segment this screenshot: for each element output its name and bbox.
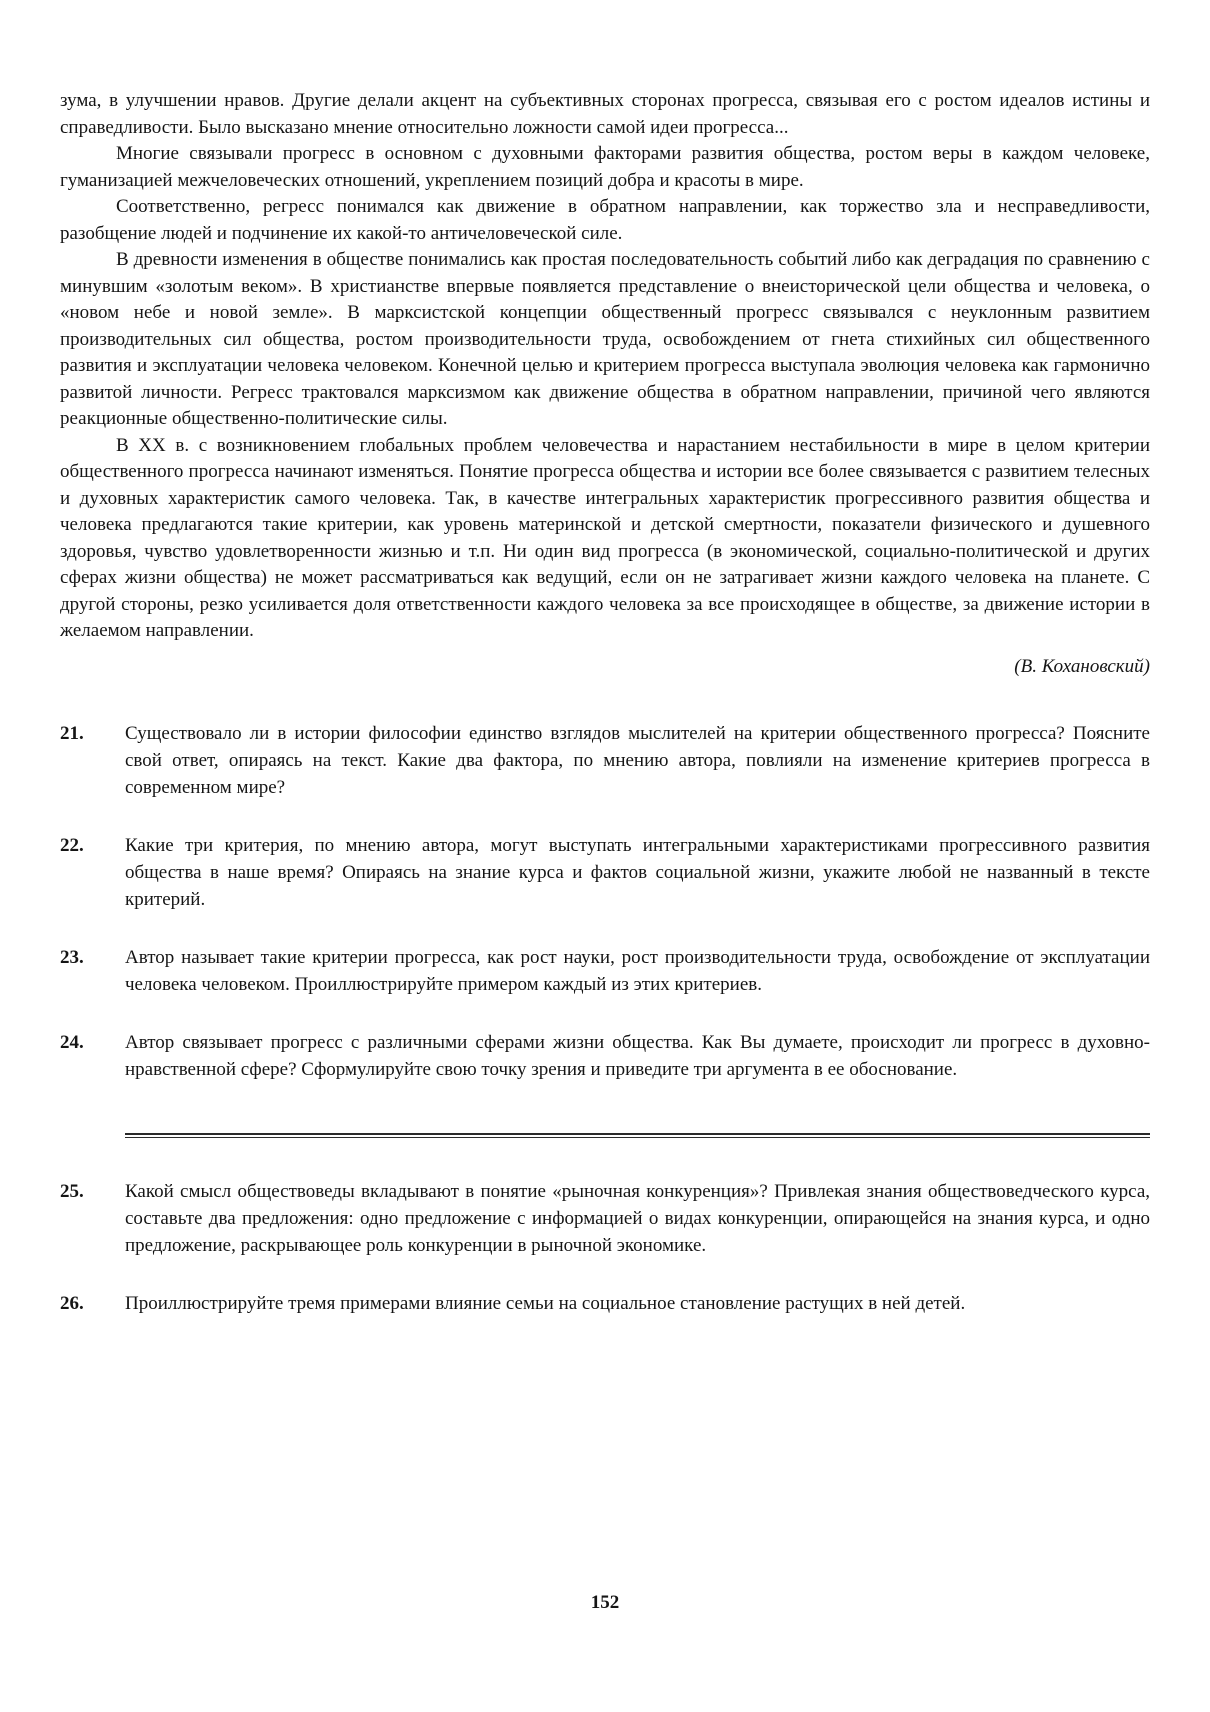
section-divider (125, 1133, 1150, 1138)
question-text: Автор называет такие критерии прогресса, как рост науки, рост производительности труда, освобождение от эксплуатации человека человеком. Проиллюстрируйте примером каждый из этих критериев. (125, 946, 1150, 995)
question-text: Автор связывает прогресс с различными сферами жизни общества. Как Вы думаете, происходит ли прогресс в духовно-нравственной сфере? Сформулируйте свою точку зрения и приведите три аргумента в ее обоснование. (125, 1031, 1150, 1080)
question-number: 23. (60, 946, 84, 968)
question-text: Какие три критерия, по мнению автора, могут выступать интегральными характеристиками прогрессивного развития общества в наше время? Опираясь на знание курса и фактов социальной жизни, укажите любой не названный в тексте критерий. (125, 834, 1150, 910)
question-24 (60, 1029, 1150, 1083)
questions-section-2 (60, 1178, 1150, 1317)
question-number: 21. (60, 722, 84, 744)
question-22 (60, 832, 1150, 913)
paragraph-2: Многие связывали прогресс в основном с духовными факторами развития общества, ростом веры в каждом человеке, гуманизацией межчеловеческих отношений, укреплением позиций добра и красоты в мире. (60, 143, 1150, 191)
question-26 (60, 1290, 1150, 1317)
question-number: 25. (60, 1180, 84, 1202)
question-number: 26. (60, 1292, 84, 1314)
question-23 (60, 944, 1150, 998)
question-text: Какой смысл обществоведы вкладывают в понятие «рыночная конкуренция»? Привлекая знания обществоведческого курса, составьте два предложения: одно предложение с информацией о видах конкуренции, опирающейся на знания курса, и одно предложение, раскрывающее роль конкуренции в рыночной экономике. (125, 1180, 1150, 1256)
paragraph-5: В XX в. с возникновением глобальных проблем человечества и нарастанием нестабильности в мире в целом критерии общественного прогресса начинают изменяться. Понятие прогресса общества и истории все более связывается с развитием телесных и духовных характеристик самого человека. Так, в качестве интегральных характеристик прогрессивного развития общества и человека предлагаются такие критерии, как уровень материнской и детской смертности, показатели физического и душевного здоровья, чувство удовлетворенности жизнью и т.п. Ни один вид прогресса (в экономической, социально-политической и других сферах жизни общества) не может рассматриваться как ведущий, если он не затрагивает жизни каждого человека на планете. С другой стороны, резко усиливается доля ответственности каждого человека за все происходящее в обществе, за движение истории в желаемом направлении. (60, 434, 1150, 641)
page-number: 152 (590, 1592, 620, 1613)
question-number: 24. (60, 1031, 84, 1053)
paragraph-1: зума, в улучшении нравов. Другие делали акцент на субъективных сторонах прогресса, связывая его с ростом идеалов истины и справедливости. Было высказано мнение относительно ложности самой идеи прогресса... (60, 90, 1150, 138)
document-page (60, 88, 1150, 1317)
questions-section (60, 720, 1150, 1083)
author-attribution: (В. Кохановский) (1014, 655, 1150, 677)
paragraph-4: В древности изменения в обществе понимались как простая последовательность событий либо как деградация по сравнению с минувшим «золотым веком». В христианстве впервые появляется представление о внеисторической цели общества и человека, о «новом небе и новой земле». В марксистской концепции общественный прогресс связывался с неуклонным развитием производительных сил общества, ростом производительности труда, освобождением от гнета стихийных сил общественного развития и эксплуатации человека человеком. Конечной целью и критерием прогресса выступала эволюция человека как гармонично развитой личности. Регресс трактовался марксизмом как движение общества в обратном направлении, причиной чего являются реакционные общественно-политические силы. (60, 249, 1150, 429)
question-text: Существовало ли в истории философии единство взглядов мыслителей на критерии общественного прогресса? Поясните свой ответ, опираясь на текст. Какие два фактора, по мнению автора, повлияли на изменение критериев прогресса в современном мире? (125, 722, 1150, 798)
question-text: Проиллюстрируйте тремя примерами влияние семьи на социальное становление растущих в ней детей. (125, 1292, 966, 1314)
question-number: 22. (60, 834, 84, 856)
question-25 (60, 1178, 1150, 1259)
paragraph-3: Соответственно, регресс понимался как движение в обратном направлении, как торжество зла и несправедливости, разобщение людей и подчинение их какой-то античеловеческой силе. (60, 196, 1150, 244)
question-21 (60, 720, 1150, 801)
